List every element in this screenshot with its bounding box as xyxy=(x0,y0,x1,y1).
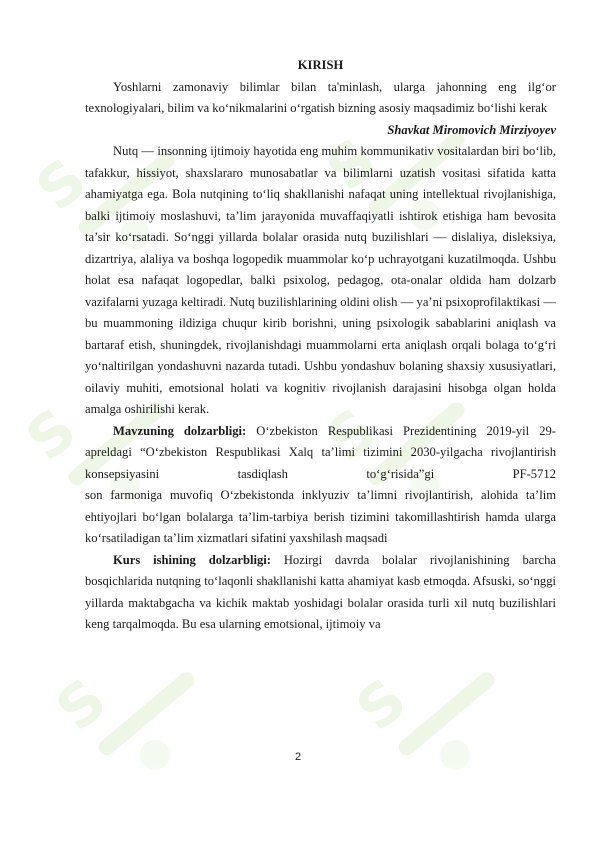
relevance-line: O‘zbekiston Respublikasi Prezidentining 2019-yil 29-apreldagi “O‘zbekiston Respublikasi Xalq ta’limi tizimini 2030-yilgacha rivojlantirish konsepsiyasini tasdiqlash to‘g‘risida”gi PF-5712 xyxy=(85,423,557,481)
watermark-logo: S xyxy=(283,35,526,285)
epigraph-author: Shavkat Miromovich Mirziyoyev xyxy=(387,122,556,137)
course-text: Hozirgi davrda bolalar rivojlanishining barcha bosqichlarida nutqning to‘laqonli shakllanishi katta ahamiyat kasb etmoqda. Afsuski, so‘nggi yillarda maktabgacha va kichik maktab yoshidagi bolalar orasida turli xil nutq buzilishlari keng tarqalmoqda. Bu esa ularning emotsional, ijtimoiy va xyxy=(85,552,557,631)
watermark-logo: S xyxy=(0,55,237,305)
course-label: Kurs ishining dolzarbligi: xyxy=(113,552,271,567)
section-title: KIRISH xyxy=(297,58,344,72)
relevance-label: Mavzuning dolzarbligi: xyxy=(113,423,247,438)
document-page xyxy=(85,55,556,636)
watermark-logo: S xyxy=(283,305,526,555)
watermark-logo: S xyxy=(13,575,256,825)
epigraph: Yoshlarni zamonaviy bilimlar bilan ta'minlash, ularga jahonning eng ilg‘or texnologiyalari, bilim va ko‘nikmalarini o‘rgatish bizning asosiy maqsadimiz bo‘lishi kerak xyxy=(85,79,556,115)
intro-paragraph: Nutq — insonning ijtimoiy hayotida eng muhim kommunikativ vositalardan biri bo‘lib, tafakkur, hissiyot, shaxslararo munosabatlar va bilimlarni uzatish vositasi sifatida katta ahamiyatga ega. Bola nutqining to‘liq shakllanishi nafaqat uning intellektual rivojlanishiga, balki ijtimoiy moslashuvi, ta’lim jarayonida muvaffaqiyatli ishtirok etishiga ham bevosita ta’sir ko‘rsatadi. So‘nggi yillarda bolalar orasida nutq buzilishlari — dislaliya, disleksiya, dizartriya, alaliya va boshqa logopedik muammolar ko‘p uchrayotgani kuzatilmoqda. Ushbu holat esa nafaqat logopedlar, balki psixolog, pedagog, ota-onalar oldida ham dolzarb vazifalarni yuzaga keltiradi. Nutq buzilishlarining oldini olish — ya’ni psixoprofilaktikasi — bu muammoning ildiziga chuqur kirib borishni, uning psixologik sabablarini aniqlash va bartaraf etish, shuningdek, rivojlanishdagi muammolarni erta aniqlash orqali bolaga to‘g‘ri yo‘naltirilgan yondashuvni nazarda tutadi. Ushbu yondashuv bolaning shaxsiy xususiyatlari, oilaviy muhiti, emotsional holati va kognitiv rivojlanish darajasini hisobga olgan holda amalga oshirilishi kerak. xyxy=(85,144,556,416)
course-paragraph xyxy=(85,550,556,636)
watermark-logo: S xyxy=(0,305,227,555)
relevance-paragraph-start xyxy=(85,421,556,486)
page-number: 2 xyxy=(294,751,302,763)
relevance-paragraph-rest: son farmoniga muvofiq O‘zbekistonda inklyuziv ta’limni rivojlantirish, alohida ta’lim ehtiyojlari bo‘lgan bolalarga ta’lim-tarbiya berish tizimini takomillashtirish hamda ularga ko‘rsatiladigan ta’lim xizmatlari sifatini yaxshilash maqsadi xyxy=(85,488,556,545)
watermark-logo: S xyxy=(313,575,556,825)
